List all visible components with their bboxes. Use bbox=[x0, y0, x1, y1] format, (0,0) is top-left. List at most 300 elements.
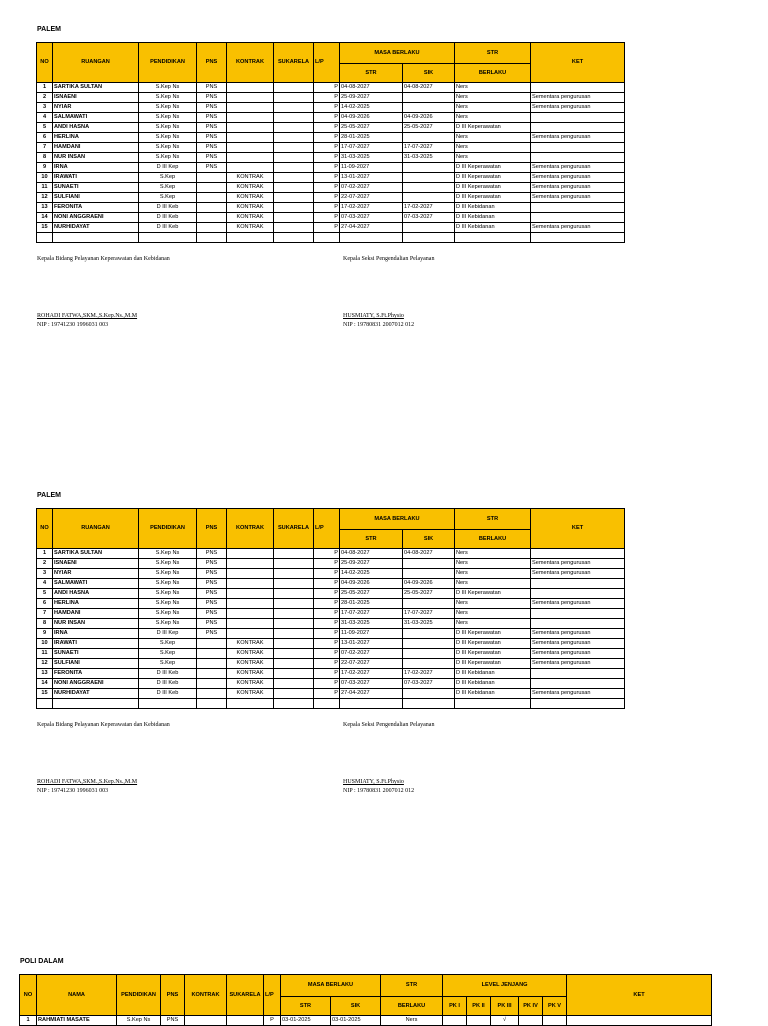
row-berlaku: Ners bbox=[455, 103, 531, 113]
row-str: 04-08-2027 bbox=[340, 549, 403, 559]
table-row bbox=[37, 143, 625, 153]
row-lp: P bbox=[314, 549, 340, 559]
row-lp: P bbox=[314, 579, 340, 589]
row-nama: NONI ANGGRAENI bbox=[53, 213, 139, 223]
row-ket: Sementara pengurusan bbox=[531, 183, 625, 193]
table-row bbox=[37, 689, 625, 699]
row-nama: IRAWATI bbox=[53, 639, 139, 649]
left-signatory-name: ROHADI FATWA,SKM.,S.Kep.Ns.,M.M bbox=[37, 313, 138, 319]
empty-cell bbox=[227, 699, 274, 709]
poli-header-nama: NAMA bbox=[37, 975, 117, 1016]
row-str: 11-09-2027 bbox=[340, 163, 403, 173]
row-ket bbox=[531, 113, 625, 123]
row-berlaku: Ners bbox=[455, 113, 531, 123]
row-nama: IRNA bbox=[53, 629, 139, 639]
header-sik: SIK bbox=[403, 64, 455, 83]
row-nama: SULFIANI bbox=[53, 659, 139, 669]
poli-header-pk3: PK III bbox=[491, 997, 519, 1016]
row-sik bbox=[403, 649, 455, 659]
row-sukarela bbox=[274, 183, 314, 193]
staff-table bbox=[36, 508, 625, 709]
row-pendidikan: D III Kep bbox=[139, 163, 197, 173]
row-sik: 17-02-2027 bbox=[403, 669, 455, 679]
row-sik: 07-03-2027 bbox=[403, 213, 455, 223]
row-kontrak bbox=[185, 1016, 227, 1026]
empty-cell bbox=[314, 233, 340, 243]
row-berlaku: Ners bbox=[381, 1016, 443, 1026]
row-pendidikan: D III Keb bbox=[139, 679, 197, 689]
row-str: 27-04-2027 bbox=[340, 223, 403, 233]
row-sik: 25-05-2027 bbox=[403, 589, 455, 599]
row-nama: NURHIDAYAT bbox=[53, 689, 139, 699]
row-str: 13-01-2027 bbox=[340, 639, 403, 649]
row-lp: P bbox=[314, 569, 340, 579]
row-kontrak: KONTRAK bbox=[227, 213, 274, 223]
row-nama: NUR INSAN bbox=[53, 619, 139, 629]
row-pns: PNS bbox=[197, 609, 227, 619]
row-pk3: √ bbox=[491, 1016, 519, 1026]
row-no: 5 bbox=[37, 589, 53, 599]
empty-cell bbox=[531, 233, 625, 243]
table-row bbox=[37, 549, 625, 559]
row-pendidikan: S.Kep Ns bbox=[139, 589, 197, 599]
row-berlaku: Ners bbox=[455, 599, 531, 609]
row-nama: SUNAETI bbox=[53, 183, 139, 193]
row-sukarela bbox=[274, 143, 314, 153]
header-pns: PNS bbox=[197, 43, 227, 83]
row-kontrak: KONTRAK bbox=[227, 193, 274, 203]
row-str: 04-09-2026 bbox=[340, 113, 403, 123]
row-lp: P bbox=[314, 193, 340, 203]
row-no: 1 bbox=[20, 1016, 37, 1026]
row-pns bbox=[197, 679, 227, 689]
row-ket bbox=[531, 609, 625, 619]
table-row bbox=[37, 123, 625, 133]
row-lp: P bbox=[264, 1016, 281, 1026]
row-ket bbox=[531, 123, 625, 133]
empty-cell bbox=[197, 233, 227, 243]
empty-cell bbox=[37, 699, 53, 709]
row-nama: ISNAENI bbox=[53, 93, 139, 103]
row-str: 17-02-2027 bbox=[340, 669, 403, 679]
table-row bbox=[37, 679, 625, 689]
section-title: PALEM bbox=[37, 492, 61, 499]
table-row bbox=[37, 93, 625, 103]
empty-cell bbox=[403, 233, 455, 243]
row-sukarela bbox=[274, 689, 314, 699]
row-sukarela bbox=[227, 1016, 264, 1026]
row-str: 22-07-2027 bbox=[340, 193, 403, 203]
row-no: 4 bbox=[37, 113, 53, 123]
header-lp: L/P bbox=[314, 43, 340, 83]
row-no: 2 bbox=[37, 93, 53, 103]
row-berlaku: Ners bbox=[455, 549, 531, 559]
row-nama: IRNA bbox=[53, 163, 139, 173]
row-str: 28-01-2025 bbox=[340, 133, 403, 143]
row-berlaku: Ners bbox=[455, 143, 531, 153]
left-signatory-title: Kepala Bidang Pelayanan Keperawatan dan Kebidanan bbox=[37, 722, 170, 728]
row-no: 13 bbox=[37, 203, 53, 213]
poli-header-ket: KET bbox=[567, 975, 712, 1016]
row-str: 07-02-2027 bbox=[340, 649, 403, 659]
row-pns: PNS bbox=[197, 133, 227, 143]
row-pns bbox=[197, 223, 227, 233]
row-str: 25-05-2027 bbox=[340, 123, 403, 133]
empty-cell bbox=[531, 699, 625, 709]
row-sukarela bbox=[274, 213, 314, 223]
row-pns: PNS bbox=[197, 123, 227, 133]
row-berlaku: D III Kebidanan bbox=[455, 203, 531, 213]
row-pns: PNS bbox=[197, 103, 227, 113]
row-no: 1 bbox=[37, 549, 53, 559]
row-berlaku: Ners bbox=[455, 93, 531, 103]
row-nama: FERONITA bbox=[53, 203, 139, 213]
row-no: 14 bbox=[37, 679, 53, 689]
row-kontrak bbox=[227, 559, 274, 569]
header-no: NO bbox=[37, 43, 53, 83]
empty-cell bbox=[53, 233, 139, 243]
row-pns: PNS bbox=[197, 579, 227, 589]
header-str: STR bbox=[340, 64, 403, 83]
row-nama: HERLINA bbox=[53, 133, 139, 143]
header-sik: SIK bbox=[403, 530, 455, 549]
poli-header-pk5: PK V bbox=[543, 997, 567, 1016]
header-kontrak: KONTRAK bbox=[227, 509, 274, 549]
empty-cell bbox=[53, 699, 139, 709]
row-sukarela bbox=[274, 93, 314, 103]
header-sukarela: SUKARELA bbox=[274, 509, 314, 549]
left-signatory-name: ROHADI FATWA,SKM.,S.Kep.Ns.,M.M bbox=[37, 779, 138, 785]
row-ket bbox=[531, 153, 625, 163]
row-pendidikan: D III Keb bbox=[139, 669, 197, 679]
row-pendidikan: S.Kep Ns bbox=[139, 569, 197, 579]
row-berlaku: Ners bbox=[455, 609, 531, 619]
row-str: 22-07-2027 bbox=[340, 659, 403, 669]
poli-header-pk2: PK II bbox=[467, 997, 491, 1016]
row-sik bbox=[403, 223, 455, 233]
row-lp: P bbox=[314, 649, 340, 659]
poli-header-masa-berlaku: MASA BERLAKU bbox=[281, 975, 381, 997]
left-signatory-title: Kepala Bidang Pelayanan Keperawatan dan Kebidanan bbox=[37, 256, 170, 262]
header-berlaku: BERLAKU bbox=[455, 530, 531, 549]
row-berlaku: D III Keperawatan bbox=[455, 163, 531, 173]
poli-header-sukarela: SUKARELA bbox=[227, 975, 264, 1016]
header-str-group: STR bbox=[455, 43, 531, 64]
row-pk4 bbox=[519, 1016, 543, 1026]
table-row bbox=[37, 659, 625, 669]
row-ket bbox=[531, 203, 625, 213]
row-sik bbox=[403, 599, 455, 609]
empty-cell bbox=[455, 233, 531, 243]
row-ket bbox=[531, 619, 625, 629]
row-sukarela bbox=[274, 549, 314, 559]
table-row bbox=[37, 83, 625, 93]
empty-cell bbox=[340, 233, 403, 243]
row-pns: PNS bbox=[197, 559, 227, 569]
row-sik bbox=[403, 163, 455, 173]
row-kontrak bbox=[227, 83, 274, 93]
row-no: 10 bbox=[37, 173, 53, 183]
row-lp: P bbox=[314, 93, 340, 103]
row-pns: PNS bbox=[197, 113, 227, 123]
row-nama: HAMDANI bbox=[53, 609, 139, 619]
row-ket: Sementara pengurusan bbox=[531, 639, 625, 649]
row-sukarela bbox=[274, 659, 314, 669]
poli-header-berlaku: BERLAKU bbox=[381, 997, 443, 1016]
header-lp: L/P bbox=[314, 509, 340, 549]
right-signatory-nip: NIP : 19780831 2007012 012 bbox=[343, 788, 415, 794]
row-pns bbox=[197, 639, 227, 649]
empty-cell bbox=[139, 233, 197, 243]
row-no: 9 bbox=[37, 163, 53, 173]
row-sik: 31-03-2025 bbox=[403, 153, 455, 163]
empty-cell bbox=[455, 699, 531, 709]
row-sik: 25-05-2027 bbox=[403, 123, 455, 133]
row-ket bbox=[531, 589, 625, 599]
row-nama: SUNAETI bbox=[53, 649, 139, 659]
row-sik bbox=[403, 103, 455, 113]
row-pendidikan: D III Keb bbox=[139, 213, 197, 223]
row-str: 03-01-2025 bbox=[281, 1016, 331, 1026]
table-row bbox=[37, 153, 625, 163]
row-nama: SARTIKA SULTAN bbox=[53, 549, 139, 559]
poli-header-no: NO bbox=[20, 975, 37, 1016]
header-ket: KET bbox=[531, 509, 625, 549]
row-nama: RAHMIATI MASATE bbox=[37, 1016, 117, 1026]
table-row bbox=[37, 559, 625, 569]
left-signatory-nip: NIP : 19741230 1996031 003 bbox=[37, 788, 109, 794]
row-kontrak bbox=[227, 579, 274, 589]
row-berlaku: Ners bbox=[455, 619, 531, 629]
row-sukarela bbox=[274, 133, 314, 143]
row-kontrak: KONTRAK bbox=[227, 679, 274, 689]
row-kontrak: KONTRAK bbox=[227, 183, 274, 193]
row-ket bbox=[567, 1016, 712, 1026]
row-str: 07-03-2027 bbox=[340, 679, 403, 689]
row-nama: NYIAR bbox=[53, 103, 139, 113]
table-row bbox=[37, 183, 625, 193]
row-lp: P bbox=[314, 639, 340, 649]
row-pns: PNS bbox=[197, 589, 227, 599]
row-str: 04-08-2027 bbox=[340, 83, 403, 93]
row-pendidikan: S.Kep Ns bbox=[139, 549, 197, 559]
header-masa-berlaku: MASA BERLAKU bbox=[340, 509, 455, 530]
empty-cell bbox=[197, 699, 227, 709]
row-sukarela bbox=[274, 599, 314, 609]
row-str: 17-07-2027 bbox=[340, 143, 403, 153]
row-pendidikan: S.Kep Ns bbox=[139, 133, 197, 143]
row-lp: P bbox=[314, 173, 340, 183]
row-pns: PNS bbox=[197, 619, 227, 629]
row-ket: Sementara pengurusan bbox=[531, 599, 625, 609]
row-ket: Sementara pengurusan bbox=[531, 689, 625, 699]
table-row bbox=[37, 213, 625, 223]
row-sukarela bbox=[274, 589, 314, 599]
row-kontrak: KONTRAK bbox=[227, 223, 274, 233]
row-nama: SULFIANI bbox=[53, 193, 139, 203]
row-pendidikan: S.Kep Ns bbox=[139, 579, 197, 589]
row-berlaku: D III Keperawatan bbox=[455, 659, 531, 669]
row-sik bbox=[403, 173, 455, 183]
row-nama: SARTIKA SULTAN bbox=[53, 83, 139, 93]
row-str: 07-03-2027 bbox=[340, 213, 403, 223]
row-sik: 17-02-2027 bbox=[403, 203, 455, 213]
row-sukarela bbox=[274, 163, 314, 173]
row-pendidikan: S.Kep Ns bbox=[139, 619, 197, 629]
row-berlaku: D III Keperawatan bbox=[455, 193, 531, 203]
row-ket bbox=[531, 679, 625, 689]
row-str: 04-09-2026 bbox=[340, 579, 403, 589]
row-nama: HAMDANI bbox=[53, 143, 139, 153]
row-sik bbox=[403, 559, 455, 569]
right-signatory-title: Kepala Seksi Pengendalian Pelayanan bbox=[343, 722, 435, 728]
row-kontrak: KONTRAK bbox=[227, 173, 274, 183]
row-kontrak bbox=[227, 599, 274, 609]
table-row bbox=[37, 103, 625, 113]
row-str: 17-07-2027 bbox=[340, 609, 403, 619]
header-no: NO bbox=[37, 509, 53, 549]
table-row bbox=[37, 113, 625, 123]
row-str: 27-04-2027 bbox=[340, 689, 403, 699]
row-nama: NYIAR bbox=[53, 569, 139, 579]
row-pendidikan: S.Kep bbox=[139, 173, 197, 183]
row-sik bbox=[403, 689, 455, 699]
row-nama: IRAWATI bbox=[53, 173, 139, 183]
poli-staff-table bbox=[19, 974, 712, 1026]
row-nama: ANDI HASNA bbox=[53, 123, 139, 133]
empty-cell bbox=[403, 699, 455, 709]
row-nama: ANDI HASNA bbox=[53, 589, 139, 599]
row-ket bbox=[531, 579, 625, 589]
row-pendidikan: S.Kep Ns bbox=[139, 153, 197, 163]
empty-row bbox=[37, 699, 625, 709]
empty-cell bbox=[139, 699, 197, 709]
row-sukarela bbox=[274, 679, 314, 689]
row-kontrak bbox=[227, 629, 274, 639]
row-no: 9 bbox=[37, 629, 53, 639]
row-str: 25-05-2027 bbox=[340, 589, 403, 599]
poli-header-kontrak: KONTRAK bbox=[185, 975, 227, 1016]
row-sukarela bbox=[274, 649, 314, 659]
row-sukarela bbox=[274, 579, 314, 589]
row-nama: ISNAENI bbox=[53, 559, 139, 569]
row-lp: P bbox=[314, 83, 340, 93]
table-row bbox=[37, 609, 625, 619]
row-no: 10 bbox=[37, 639, 53, 649]
row-pendidikan: S.Kep bbox=[139, 183, 197, 193]
row-ket bbox=[531, 143, 625, 153]
row-berlaku: D III Kebidanan bbox=[455, 679, 531, 689]
row-pendidikan: S.Kep Ns bbox=[139, 609, 197, 619]
row-kontrak bbox=[227, 143, 274, 153]
row-berlaku: Ners bbox=[455, 83, 531, 93]
table-row bbox=[37, 569, 625, 579]
row-berlaku: D III Keperawatan bbox=[455, 123, 531, 133]
row-berlaku: D III Keperawatan bbox=[455, 173, 531, 183]
row-no: 6 bbox=[37, 599, 53, 609]
header-pendidikan: PENDIDIKAN bbox=[139, 509, 197, 549]
row-lp: P bbox=[314, 153, 340, 163]
row-lp: P bbox=[314, 629, 340, 639]
row-no: 7 bbox=[37, 143, 53, 153]
row-sukarela bbox=[274, 223, 314, 233]
row-berlaku: D III Keperawatan bbox=[455, 649, 531, 659]
row-str: 17-02-2027 bbox=[340, 203, 403, 213]
row-sik: 17-07-2027 bbox=[403, 609, 455, 619]
row-lp: P bbox=[314, 213, 340, 223]
header-ruangan: RUANGAN bbox=[53, 509, 139, 549]
row-sik: 04-08-2027 bbox=[403, 83, 455, 93]
row-pendidikan: S.Kep bbox=[139, 639, 197, 649]
row-str: 25-09-2027 bbox=[340, 559, 403, 569]
row-sik bbox=[403, 183, 455, 193]
table-row bbox=[37, 203, 625, 213]
row-sik bbox=[403, 93, 455, 103]
row-str: 14-02-2025 bbox=[340, 569, 403, 579]
row-pendidikan: D III Kep bbox=[139, 629, 197, 639]
row-ket: Sementara pengurusan bbox=[531, 133, 625, 143]
row-kontrak bbox=[227, 103, 274, 113]
row-no: 4 bbox=[37, 579, 53, 589]
row-lp: P bbox=[314, 659, 340, 669]
poli-header-level-jenjang: LEVEL JENJANG bbox=[443, 975, 567, 997]
row-berlaku: D III Kebidanan bbox=[455, 689, 531, 699]
row-pk1 bbox=[443, 1016, 467, 1026]
row-pk2 bbox=[467, 1016, 491, 1026]
left-signatory-nip: NIP : 19741230 1996031 003 bbox=[37, 322, 109, 328]
row-sukarela bbox=[274, 609, 314, 619]
right-signatory-title: Kepala Seksi Pengendalian Pelayanan bbox=[343, 256, 435, 262]
header-kontrak: KONTRAK bbox=[227, 43, 274, 83]
row-berlaku: D III Keperawatan bbox=[455, 629, 531, 639]
row-no: 12 bbox=[37, 659, 53, 669]
row-sukarela bbox=[274, 619, 314, 629]
poli-header-pk4: PK IV bbox=[519, 997, 543, 1016]
row-lp: P bbox=[314, 163, 340, 173]
row-kontrak: KONTRAK bbox=[227, 669, 274, 679]
row-no: 2 bbox=[37, 559, 53, 569]
row-no: 12 bbox=[37, 193, 53, 203]
row-sukarela bbox=[274, 103, 314, 113]
row-lp: P bbox=[314, 223, 340, 233]
row-pendidikan: S.Kep Ns bbox=[139, 93, 197, 103]
table-row bbox=[37, 589, 625, 599]
row-berlaku: Ners bbox=[455, 559, 531, 569]
row-str: 11-09-2027 bbox=[340, 629, 403, 639]
empty-cell bbox=[227, 233, 274, 243]
row-lp: P bbox=[314, 589, 340, 599]
row-kontrak bbox=[227, 589, 274, 599]
row-no: 8 bbox=[37, 153, 53, 163]
row-kontrak bbox=[227, 123, 274, 133]
table-row bbox=[37, 619, 625, 629]
row-lp: P bbox=[314, 113, 340, 123]
row-ket: Sementara pengurusan bbox=[531, 659, 625, 669]
row-kontrak bbox=[227, 569, 274, 579]
row-ket: Sementara pengurusan bbox=[531, 649, 625, 659]
row-lp: P bbox=[314, 689, 340, 699]
row-str: 28-01-2025 bbox=[340, 599, 403, 609]
table-row bbox=[37, 173, 625, 183]
table-row bbox=[37, 163, 625, 173]
row-nama: HERLINA bbox=[53, 599, 139, 609]
row-pns: PNS bbox=[197, 163, 227, 173]
row-ket: Sementara pengurusan bbox=[531, 629, 625, 639]
row-pendidikan: D III Keb bbox=[139, 223, 197, 233]
row-ket bbox=[531, 669, 625, 679]
row-nama: NONI ANGGRAENI bbox=[53, 679, 139, 689]
row-pendidikan: D III Keb bbox=[139, 203, 197, 213]
